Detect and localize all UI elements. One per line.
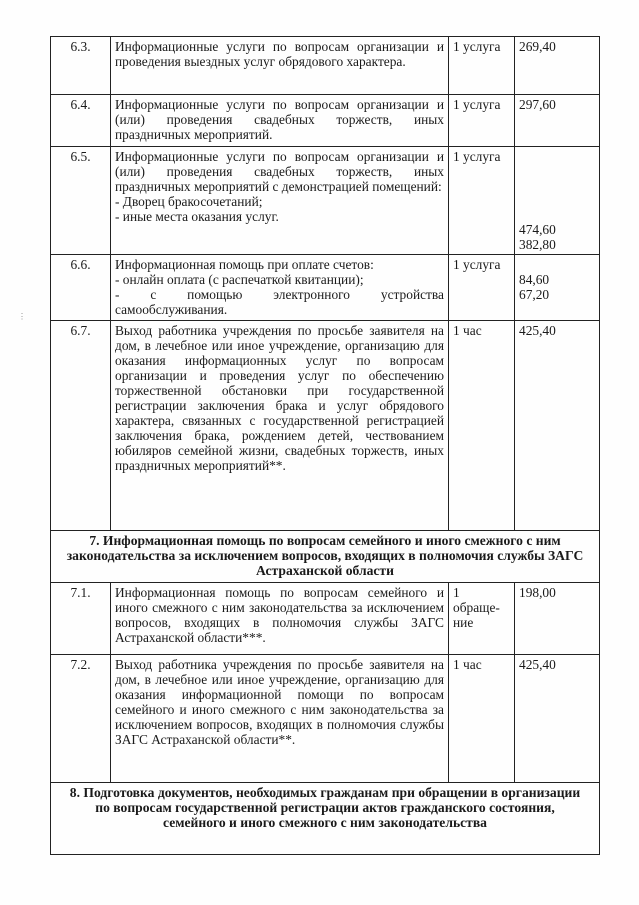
- row-description: [111, 147, 449, 255]
- row-description: [111, 255, 449, 321]
- row-description: Информационная помощь по вопросам семейного и иного смежного с ним законодательства за исключением вопросов, входящих в полномочия службы ЗАГС Астраханской области***.: [111, 583, 449, 655]
- row-unit: [449, 583, 515, 655]
- table-row-7-2: [51, 655, 600, 783]
- row-unit: 1 час: [449, 321, 515, 531]
- row-price: 425,40: [515, 321, 600, 531]
- table-row-6-6: [51, 255, 600, 321]
- price-value: 67,20: [519, 287, 550, 302]
- price-value: 382,80: [519, 237, 556, 252]
- row-unit: 1 услуга: [449, 95, 515, 147]
- row-price: 297,60: [515, 95, 600, 147]
- row-number: 7.2.: [51, 655, 111, 783]
- scan-artifact: ⋮: [18, 312, 26, 321]
- table-row-6-4: [51, 95, 600, 147]
- row-description: Выход работника учреждения по просьбе заявителя на дом, в лечебное или иное учреждение, организацию для оказания информационных услуг по вопросам организации и проведения услуг по обеспечению торжественной обстановки при государственной регистрации заключения брака и услуг обрядового характера, связанных с государственной регистрацией заключения брака, рождением детей, чествованием юбиляров семейной жизни, свадебных торжеств, иных праздничных мероприятий**.: [111, 321, 449, 531]
- row-description: Выход работника учреждения по просьбе заявителя на дом, в лечебное или иное учреждение, организацию для оказания информационной помощи по вопросам семейного и иного смежного с ним законодательства за исключением вопросов, входящих в полномочия службы ЗАГС Астраханской области**.: [111, 655, 449, 783]
- row-number: 6.7.: [51, 321, 111, 531]
- row-price: [515, 255, 600, 321]
- section-header-8: [51, 783, 600, 855]
- section-title: 8. Подготовка документов, необходимых гражданам при обращении в организации по вопросам государственной регистрации актов гражданского состояния, семейного и иного смежного с ним законодательства: [51, 783, 600, 855]
- row-number: 7.1.: [51, 583, 111, 655]
- price-table: [50, 36, 600, 855]
- row-unit: 1 услуга: [449, 255, 515, 321]
- unit-line: обраще-: [453, 600, 500, 615]
- table-row-6-5: [51, 147, 600, 255]
- row-unit: 1 услуга: [449, 37, 515, 95]
- row-unit: 1 час: [449, 655, 515, 783]
- list-item: - Дворец бракосочетаний;: [115, 194, 263, 209]
- row-unit: 1 услуга: [449, 147, 515, 255]
- row-description: Информационные услуги по вопросам организации и проведения выездных услуг обрядового характера.: [111, 37, 449, 95]
- list-item: - с помощью электронного устройства самообслуживания.: [115, 287, 444, 317]
- row-number: 6.6.: [51, 255, 111, 321]
- row-number: 6.5.: [51, 147, 111, 255]
- row-price: 198,00: [515, 583, 600, 655]
- table-row-6-7: [51, 321, 600, 531]
- row-price: [515, 147, 600, 255]
- row-number: 6.4.: [51, 95, 111, 147]
- row-number: 6.3.: [51, 37, 111, 95]
- price-value: 84,60: [519, 272, 550, 287]
- list-item: - иные места оказания услуг.: [115, 209, 279, 224]
- section-header-7: [51, 531, 600, 583]
- table-row-7-1: [51, 583, 600, 655]
- row-price: 269,40: [515, 37, 600, 95]
- row-price: 425,40: [515, 655, 600, 783]
- row-description-text: Информационные услуги по вопросам организации и (или) проведения свадебных торжеств, иных праздничных мероприятий с демонстрацией помещений:: [115, 149, 444, 194]
- section-title: 7. Информационная помощь по вопросам семейного и иного смежного с ним законодательства за исключением вопросов, входящих в полномочия службы ЗАГС Астраханской области: [51, 531, 600, 583]
- row-description: Информационные услуги по вопросам организации и (или) проведения свадебных торжеств, иных праздничных мероприятий.: [111, 95, 449, 147]
- unit-line: 1: [453, 585, 460, 600]
- table-row-6-3: [51, 37, 600, 95]
- price-value: 474,60: [519, 222, 556, 237]
- list-item: - онлайн оплата (с распечаткой квитанции);: [115, 272, 364, 287]
- row-description-text: Информационная помощь при оплате счетов:: [115, 257, 374, 272]
- unit-line: ние: [453, 615, 474, 630]
- spacer: [519, 257, 595, 272]
